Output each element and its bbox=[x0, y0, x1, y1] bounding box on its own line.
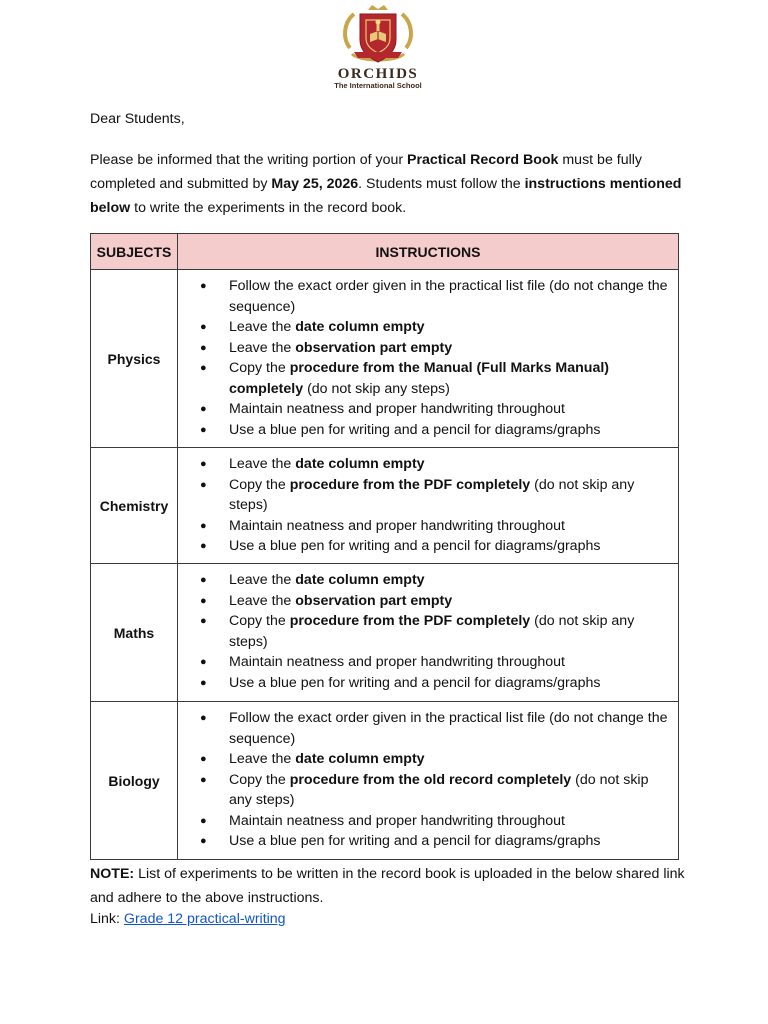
instruction-text: Maintain neatness and proper handwriting throughout bbox=[229, 401, 565, 417]
instruction-text: Copy the bbox=[229, 360, 290, 376]
crest-icon bbox=[340, 4, 416, 68]
instruction-text: procedure from the old record completely bbox=[289, 771, 572, 788]
grade-12-practical-writing-link[interactable]: Grade 12 practical-writing bbox=[123, 911, 286, 927]
instruction-item bbox=[206, 611, 670, 652]
instruction-text: (do not skip any steps) bbox=[229, 613, 635, 650]
instruction-text: date column empty bbox=[295, 456, 425, 472]
table-row bbox=[91, 448, 679, 564]
intro-run: May 25, 2026 bbox=[271, 176, 359, 192]
instruction-item bbox=[206, 317, 670, 338]
instruction-text: date column empty bbox=[295, 572, 425, 588]
subject-cell: Physics bbox=[91, 270, 178, 448]
instruction-text: procedure from the PDF completely bbox=[289, 476, 531, 493]
instruction-item bbox=[206, 770, 670, 811]
instruction-text: Leave the bbox=[229, 751, 296, 767]
instruction-text: Leave the bbox=[229, 456, 296, 472]
table-body bbox=[91, 270, 679, 860]
instruction-text: Follow the exact order given in the practical list file (do not change the sequence) bbox=[229, 710, 668, 747]
instruction-text: Use a blue pen for writing and a pencil for diagrams/graphs bbox=[229, 833, 601, 849]
instruction-item bbox=[206, 708, 670, 749]
header-subjects: SUBJECTS bbox=[91, 234, 178, 270]
instruction-list bbox=[206, 276, 670, 440]
table-row bbox=[91, 270, 679, 448]
intro-run: . Students must follow the bbox=[358, 176, 525, 192]
instruction-item bbox=[206, 591, 670, 612]
intro-run: must be fully completed and submitted by bbox=[90, 152, 643, 192]
instruction-list bbox=[206, 570, 670, 693]
instruction-text: Maintain neatness and proper handwriting throughout bbox=[229, 812, 565, 829]
instructions-cell bbox=[178, 702, 679, 860]
link-line bbox=[90, 909, 286, 929]
subject-cell: Maths bbox=[91, 564, 178, 702]
note-label: NOTE: bbox=[90, 866, 135, 882]
note-paragraph bbox=[90, 862, 690, 910]
instruction-item bbox=[206, 570, 670, 591]
instructions-table bbox=[90, 233, 679, 860]
instruction-text: Use a blue pen for writing and a pencil for diagrams/graphs bbox=[229, 538, 601, 554]
instruction-item bbox=[206, 516, 670, 537]
instruction-item bbox=[206, 831, 670, 852]
instruction-text: Use a blue pen for writing and a pencil for diagrams/graphs bbox=[229, 674, 601, 691]
instruction-item bbox=[206, 454, 670, 475]
school-logo bbox=[330, 4, 426, 96]
table-header-row bbox=[91, 234, 679, 270]
table-row bbox=[91, 564, 679, 702]
instruction-text: Leave the bbox=[229, 592, 296, 609]
instruction-text: Maintain neatness and proper handwriting throughout bbox=[229, 654, 565, 670]
instruction-text: procedure from the PDF completely bbox=[289, 613, 531, 629]
instruction-item bbox=[206, 811, 670, 832]
school-subtitle: The International School bbox=[334, 81, 422, 90]
greeting: Dear Students, bbox=[90, 111, 185, 127]
instructions-cell bbox=[178, 270, 679, 448]
instruction-item bbox=[206, 276, 670, 317]
instruction-item bbox=[206, 673, 670, 694]
instructions-cell bbox=[178, 564, 679, 702]
instruction-text: (do not skip any steps) bbox=[229, 476, 635, 513]
instruction-text: Leave the bbox=[229, 319, 296, 335]
instruction-text: Maintain neatness and proper handwriting throughout bbox=[229, 517, 565, 534]
header-instructions: INSTRUCTIONS bbox=[178, 234, 679, 270]
instruction-text: Copy the bbox=[229, 476, 290, 493]
instruction-item bbox=[206, 749, 670, 770]
intro-paragraph bbox=[90, 148, 690, 220]
instruction-item bbox=[206, 358, 670, 399]
subject-cell: Biology bbox=[91, 702, 178, 860]
instruction-item bbox=[206, 399, 670, 420]
instruction-text: (do not skip any steps) bbox=[303, 380, 450, 397]
instruction-item bbox=[206, 420, 670, 441]
intro-run: instructions mentioned below bbox=[90, 176, 682, 216]
instruction-item bbox=[206, 652, 670, 673]
table-row bbox=[91, 702, 679, 860]
instruction-text: observation part empty bbox=[295, 592, 453, 609]
note-text: List of experiments to be written in the record book is uploaded in the below shared link and adhere to the above instructions. bbox=[90, 866, 685, 906]
instruction-item bbox=[206, 475, 670, 516]
instruction-text: date column empty bbox=[295, 751, 425, 767]
instruction-text: (do not skip any steps) bbox=[229, 771, 649, 808]
instruction-text: Follow the exact order given in the practical list file (do not change the sequence) bbox=[229, 278, 668, 315]
instruction-text: Leave the bbox=[229, 572, 296, 588]
intro-run: Please be informed that the writing portion of your bbox=[90, 152, 408, 168]
intro-run: to write the experiments in the record book. bbox=[130, 200, 407, 216]
instruction-text: date column empty bbox=[295, 319, 425, 335]
instruction-item bbox=[206, 338, 670, 359]
link-label: Link: bbox=[90, 911, 124, 927]
school-name: ORCHIDS bbox=[337, 66, 419, 82]
instruction-item bbox=[206, 536, 670, 557]
instruction-text: procedure from the Manual (Full Marks Manual) completely bbox=[229, 360, 609, 397]
instruction-text: observation part empty bbox=[295, 339, 453, 356]
instruction-text: Leave the bbox=[229, 339, 296, 356]
instruction-list bbox=[206, 454, 670, 557]
instruction-text: Use a blue pen for writing and a pencil for diagrams/graphs bbox=[229, 421, 601, 438]
instruction-text: Copy the bbox=[229, 613, 290, 629]
instruction-text: Copy the bbox=[229, 771, 290, 788]
instruction-list bbox=[206, 708, 670, 852]
instructions-cell bbox=[178, 448, 679, 564]
subject-cell: Chemistry bbox=[91, 448, 178, 564]
intro-run: Practical Record Book bbox=[407, 152, 559, 168]
